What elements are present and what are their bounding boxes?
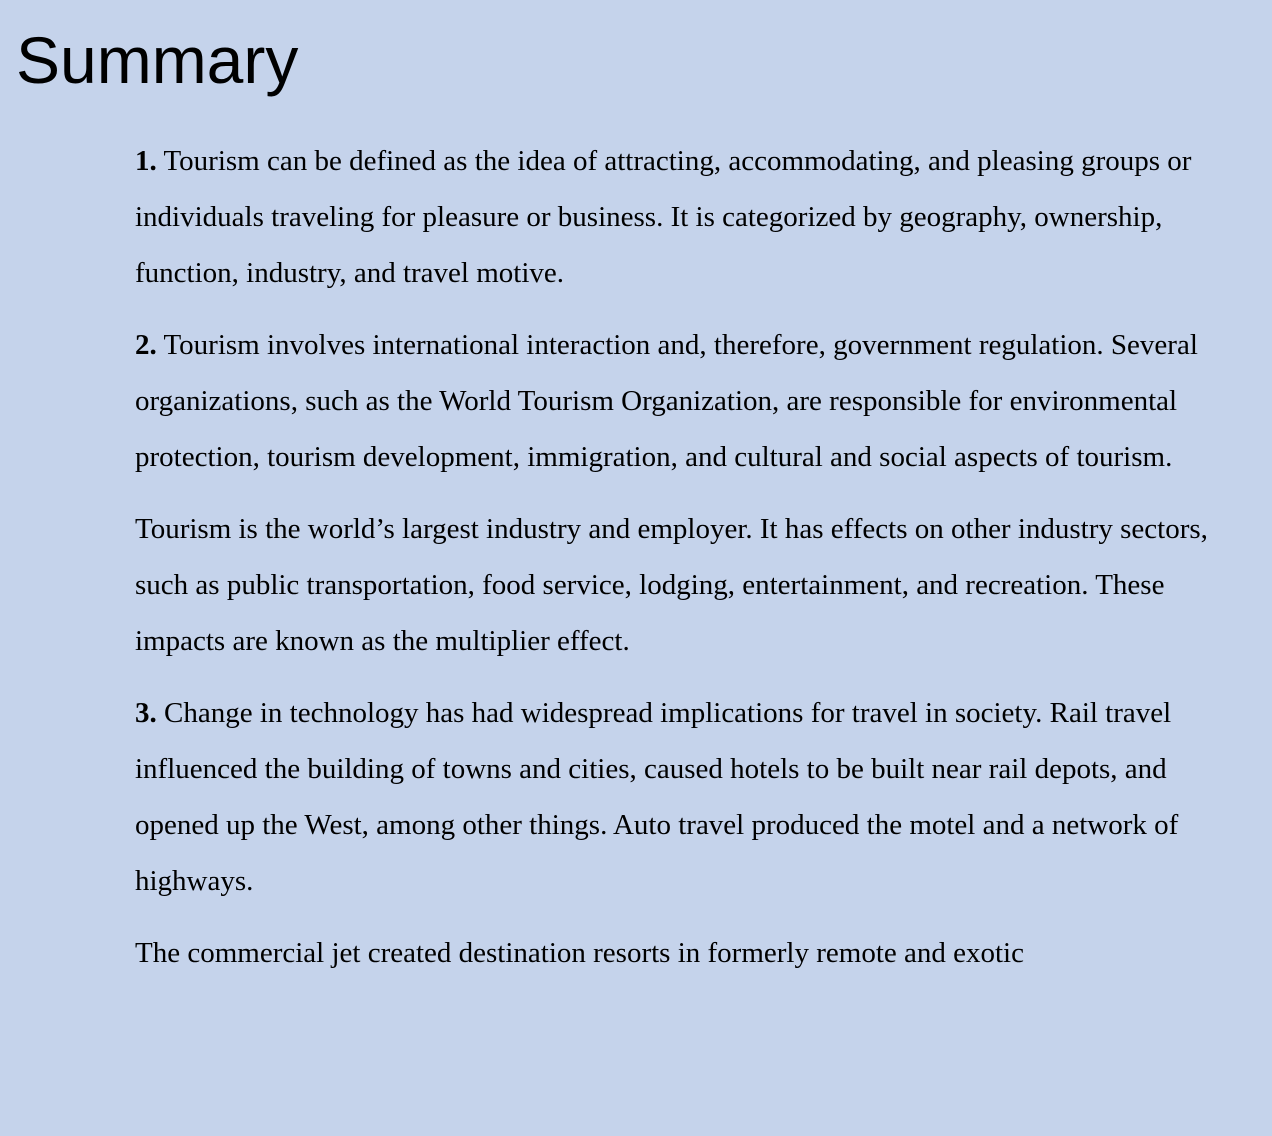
summary-paragraph-2 (135, 317, 1215, 485)
paragraph-text: Tourism can be defined as the idea of attracting, accommodating, and pleasing groups or individuals traveling for pleasure or business. It is categorized by geography, ownership, function, industry, and travel motive. (135, 145, 1192, 289)
page-title: Summary (16, 23, 299, 97)
summary-content (135, 133, 1215, 997)
paragraph-text: The commercial jet created destination resorts in formerly remote and exotic (135, 937, 1024, 969)
summary-paragraph-2b (135, 501, 1215, 669)
paragraph-number: 3. (135, 697, 157, 729)
paragraph-text: Tourism is the world’s largest industry and employer. It has effects on other industry sectors, such as public transportation, food service, lodging, entertainment, and recreation. These impacts are known as the multiplier effect. (135, 513, 1208, 657)
summary-paragraph-1 (135, 133, 1215, 301)
summary-paragraph-3 (135, 685, 1215, 909)
paragraph-number: 1. (135, 145, 157, 177)
paragraph-text: Change in technology has had widespread implications for travel in society. Rail travel influenced the building of towns and cities, caused hotels to be built near rail depots, and opened up the West, among other things. Auto travel produced the motel and a network of highways. (135, 697, 1179, 897)
paragraph-text: Tourism involves international interaction and, therefore, government regulation. Several organizations, such as the World Tourism Organization, are responsible for environmental protection, tourism development, immigration, and cultural and social aspects of tourism. (135, 329, 1198, 473)
paragraph-number: 2. (135, 329, 157, 361)
summary-paragraph-3b (135, 925, 1215, 981)
